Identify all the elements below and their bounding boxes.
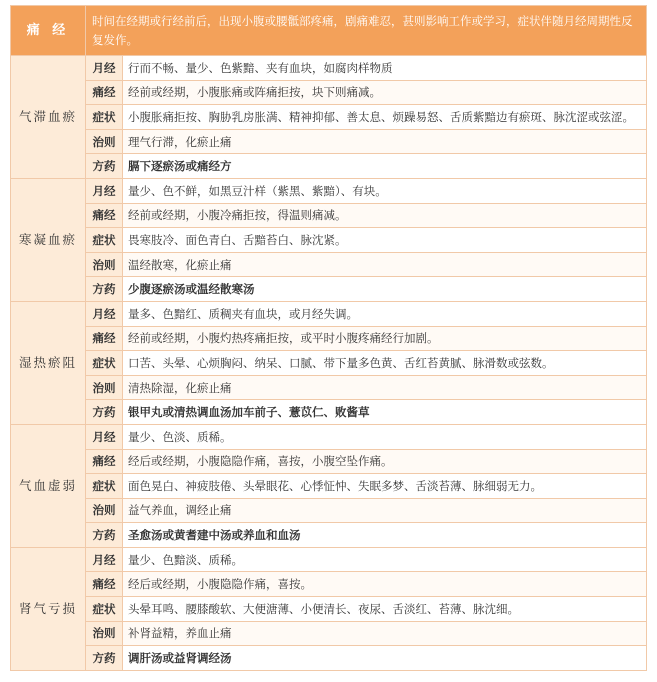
row-value: 理气行滞，化瘀止痛	[123, 129, 647, 154]
row-label: 症状	[86, 105, 123, 130]
table-row	[11, 154, 647, 179]
row-label: 治则	[86, 621, 123, 646]
table-row	[11, 498, 647, 523]
table-row	[11, 178, 647, 203]
table-row	[11, 277, 647, 302]
category-cell: 气血虚弱	[11, 424, 86, 547]
table-row	[11, 621, 647, 646]
row-value: 补肾益精，养血止痛	[123, 621, 647, 646]
row-label: 痛经	[86, 203, 123, 228]
row-label: 方药	[86, 646, 123, 671]
category-cell: 湿热瘀阻	[11, 301, 86, 424]
row-value: 经后或经期，小腹隐隐作痛，喜按，小腹空坠作痛。	[123, 449, 647, 474]
row-label: 方药	[86, 154, 123, 179]
row-value: 头晕耳鸣、腰膝酸软、大便溏薄、小便清长、夜尿、舌淡红、苔薄、脉沈细。	[123, 597, 647, 622]
row-value: 量少、色淡、质稀。	[123, 424, 647, 449]
prescription-value: 圣愈汤或黄耆建中汤或养血和血汤	[123, 523, 647, 548]
table-row	[11, 56, 647, 81]
row-value: 量多、色黯红、质稠夹有血块，或月经失调。	[123, 301, 647, 326]
dysmenorrhea-table-container	[10, 5, 646, 671]
table-row	[11, 449, 647, 474]
row-label: 月经	[86, 56, 123, 81]
row-value: 益气养血，调经止痛	[123, 498, 647, 523]
row-label: 方药	[86, 400, 123, 425]
row-value: 清热除湿，化瘀止痛	[123, 375, 647, 400]
row-value: 经后或经期，小腹隐隐作痛，喜按。	[123, 572, 647, 597]
row-label: 痛经	[86, 449, 123, 474]
row-label: 痛经	[86, 326, 123, 351]
table-row	[11, 474, 647, 499]
row-value: 口苦、头晕、心烦胸闷、纳呆、口腻、带下量多色黄、舌红苔黄腻、脉滑数或弦数。	[123, 351, 647, 376]
row-value: 畏寒肢冷、面色青白、舌黯苔白、脉沈紧。	[123, 228, 647, 253]
table-row	[11, 375, 647, 400]
row-value: 经前或经期，小腹冷痛拒按，得温则痛减。	[123, 203, 647, 228]
row-value: 面色晃白、神疲肢倦、头晕眼花、心悸怔忡、失眠多梦、舌淡苔薄、脉细弱无力。	[123, 474, 647, 499]
table-row	[11, 597, 647, 622]
row-label: 方药	[86, 523, 123, 548]
table-title: 痛 经	[11, 6, 86, 56]
table-row	[11, 252, 647, 277]
table-row	[11, 129, 647, 154]
row-label: 月经	[86, 301, 123, 326]
table-row	[11, 203, 647, 228]
prescription-value: 少腹逐瘀汤或温经散寒汤	[123, 277, 647, 302]
table-row	[11, 351, 647, 376]
row-value: 经前或经期，小腹胀痛或阵痛拒按，块下则痛减。	[123, 80, 647, 105]
row-value: 行而不畅、量少、色紫黯、夹有血块，如腐肉样物质	[123, 56, 647, 81]
prescription-value: 膈下逐瘀汤或痛经方	[123, 154, 647, 179]
table-description: 时间在经期或行经前后，出现小腹或腰骶部疼痛，剧痛难忍，甚则影响工作或学习，症状伴随月经周期性反复发作。	[86, 6, 647, 56]
row-label: 治则	[86, 252, 123, 277]
table-row	[11, 523, 647, 548]
category-cell: 肾气亏损	[11, 547, 86, 670]
row-label: 症状	[86, 474, 123, 499]
row-label: 治则	[86, 498, 123, 523]
table-row	[11, 400, 647, 425]
table-row	[11, 301, 647, 326]
row-label: 月经	[86, 424, 123, 449]
dysmenorrhea-table	[10, 5, 647, 671]
row-label: 症状	[86, 228, 123, 253]
table-row	[11, 572, 647, 597]
table-row	[11, 646, 647, 671]
row-label: 症状	[86, 351, 123, 376]
prescription-value: 调肝汤或益肾调经汤	[123, 646, 647, 671]
row-value: 小腹胀痛拒按、胸胁乳房胀满、精神抑郁、善太息、烦躁易怒、舌质紫黯边有瘀斑、脉沈涩或弦涩。	[123, 105, 647, 130]
category-cell: 气滞血瘀	[11, 56, 86, 179]
row-label: 症状	[86, 597, 123, 622]
row-label: 痛经	[86, 80, 123, 105]
table-row	[11, 326, 647, 351]
row-label: 方药	[86, 277, 123, 302]
row-label: 痛经	[86, 572, 123, 597]
table-header-row	[11, 6, 647, 56]
row-value: 量少、色黯淡、质稀。	[123, 547, 647, 572]
table-row	[11, 228, 647, 253]
row-label: 治则	[86, 375, 123, 400]
row-label: 治则	[86, 129, 123, 154]
row-value: 量少、色不鲜，如黑豆汁样（紫黑、紫黯）、有块。	[123, 178, 647, 203]
row-label: 月经	[86, 547, 123, 572]
category-cell: 寒凝血瘀	[11, 178, 86, 301]
table-row	[11, 547, 647, 572]
row-label: 月经	[86, 178, 123, 203]
row-value: 温经散寒，化瘀止痛	[123, 252, 647, 277]
prescription-value: 银甲丸或清热调血汤加车前子、薏苡仁、败酱草	[123, 400, 647, 425]
table-row	[11, 80, 647, 105]
table-row	[11, 424, 647, 449]
table-row	[11, 105, 647, 130]
row-value: 经前或经期，小腹灼热疼痛拒按，或平时小腹疼痛经行加剧。	[123, 326, 647, 351]
